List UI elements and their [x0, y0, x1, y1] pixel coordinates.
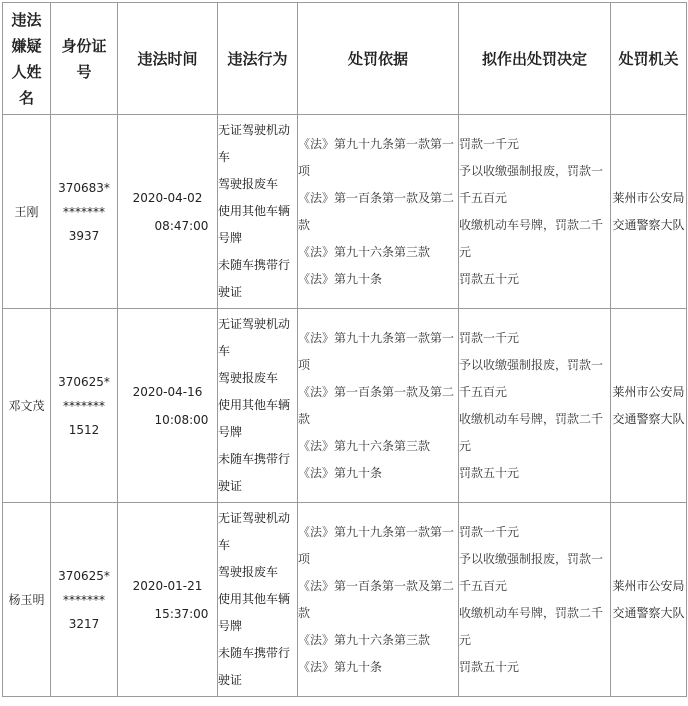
penalty-agency: 莱州市公安局交通警察大队	[611, 503, 687, 697]
header-violation-time: 违法时间	[118, 3, 218, 115]
suspect-name: 杨玉明	[3, 503, 51, 697]
basis-item: 《法》第一百条第一款及第二款	[298, 190, 455, 232]
header-penalty-basis: 处罚依据	[298, 3, 459, 115]
decision-item: 予以收缴强制报废，罚款一千五百元	[459, 163, 604, 205]
violation-act: 未随车携带行驶证	[218, 258, 291, 299]
violation-act: 无证驾驶机动车	[218, 123, 291, 164]
decision-cell	[459, 309, 611, 503]
id-number-cell	[51, 503, 118, 697]
table-row	[3, 115, 687, 309]
penalty-agency: 莱州市公安局交通警察大队	[611, 115, 687, 309]
violation-date: 2020-01-21	[132, 578, 203, 593]
basis-item: 《法》第九十六条第三款	[298, 632, 431, 647]
basis-item: 《法》第九十九条第一款第一项	[298, 524, 455, 566]
header-id-number: 身份证号	[51, 3, 118, 115]
decision-item: 收缴机动车号牌，罚款二千元	[459, 411, 604, 453]
violation-act: 使用其他车辆号牌	[218, 204, 291, 245]
id-prefix: 370625*	[58, 568, 110, 583]
decision-item: 罚款一千元	[459, 330, 520, 345]
violation-act: 无证驾驶机动车	[218, 511, 291, 552]
basis-item: 《法》第九十条	[298, 271, 383, 286]
id-number-cell	[51, 309, 118, 503]
violation-act: 驾驶报废车	[218, 371, 279, 385]
id-mask: *******	[63, 592, 105, 607]
id-mask: *******	[63, 398, 105, 413]
penalty-agency: 莱州市公安局交通警察大队	[611, 309, 687, 503]
penalty-basis-cell	[298, 115, 459, 309]
violation-time-cell	[118, 115, 218, 309]
violation-act: 使用其他车辆号牌	[218, 592, 291, 633]
violation-act: 未随车携带行驶证	[218, 646, 291, 687]
violation-clock: 10:08:00	[154, 412, 209, 427]
id-number-cell	[51, 115, 118, 309]
decision-item: 罚款五十元	[459, 465, 520, 480]
id-suffix: 3217	[68, 616, 100, 631]
decision-item: 收缴机动车号牌，罚款二千元	[459, 217, 604, 259]
violation-date: 2020-04-02	[132, 190, 203, 205]
violation-act: 使用其他车辆号牌	[218, 398, 291, 439]
violation-act: 无证驾驶机动车	[218, 317, 291, 358]
basis-item: 《法》第九十六条第三款	[298, 438, 431, 453]
violation-acts-cell	[218, 309, 298, 503]
decision-item: 罚款一千元	[459, 136, 520, 151]
decision-item: 予以收缴强制报废，罚款一千五百元	[459, 551, 604, 593]
id-mask: *******	[63, 204, 105, 219]
decision-item: 罚款一千元	[459, 524, 520, 539]
violation-acts-cell	[218, 503, 298, 697]
suspect-name: 邓文茂	[3, 309, 51, 503]
violation-clock: 15:37:00	[154, 606, 209, 621]
header-name: 违法嫌疑人姓名	[3, 3, 51, 115]
table-row	[3, 309, 687, 503]
header-row	[3, 3, 687, 115]
violation-time-cell	[118, 309, 218, 503]
decision-item: 予以收缴强制报废，罚款一千五百元	[459, 357, 604, 399]
suspect-name: 王刚	[3, 115, 51, 309]
basis-item: 《法》第九十条	[298, 465, 383, 480]
basis-item: 《法》第一百条第一款及第二款	[298, 384, 455, 426]
id-suffix: 1512	[68, 422, 100, 437]
basis-item: 《法》第九十条	[298, 659, 383, 674]
violation-time-cell	[118, 503, 218, 697]
id-prefix: 370625*	[58, 374, 110, 389]
violation-date: 2020-04-16	[132, 384, 203, 399]
decision-item: 收缴机动车号牌，罚款二千元	[459, 605, 604, 647]
decision-item: 罚款五十元	[459, 659, 520, 674]
penalty-basis-cell	[298, 309, 459, 503]
header-penalty-agency: 处罚机关	[611, 3, 687, 115]
id-prefix: 370683*	[58, 180, 110, 195]
violation-act: 驾驶报废车	[218, 565, 279, 579]
violation-act: 驾驶报废车	[218, 177, 279, 191]
decision-cell	[459, 115, 611, 309]
header-proposed-decision: 拟作出处罚决定	[459, 3, 611, 115]
penalty-table	[2, 2, 687, 697]
basis-item: 《法》第九十六条第三款	[298, 244, 431, 259]
penalty-basis-cell	[298, 503, 459, 697]
basis-item: 《法》第一百条第一款及第二款	[298, 578, 455, 620]
basis-item: 《法》第九十九条第一款第一项	[298, 330, 455, 372]
basis-item: 《法》第九十九条第一款第一项	[298, 136, 455, 178]
table-row	[3, 503, 687, 697]
violation-clock: 08:47:00	[154, 218, 209, 233]
decision-cell	[459, 503, 611, 697]
violation-acts-cell	[218, 115, 298, 309]
header-violation-act: 违法行为	[218, 3, 298, 115]
violation-act: 未随车携带行驶证	[218, 452, 291, 493]
decision-item: 罚款五十元	[459, 271, 520, 286]
id-suffix: 3937	[68, 228, 100, 243]
